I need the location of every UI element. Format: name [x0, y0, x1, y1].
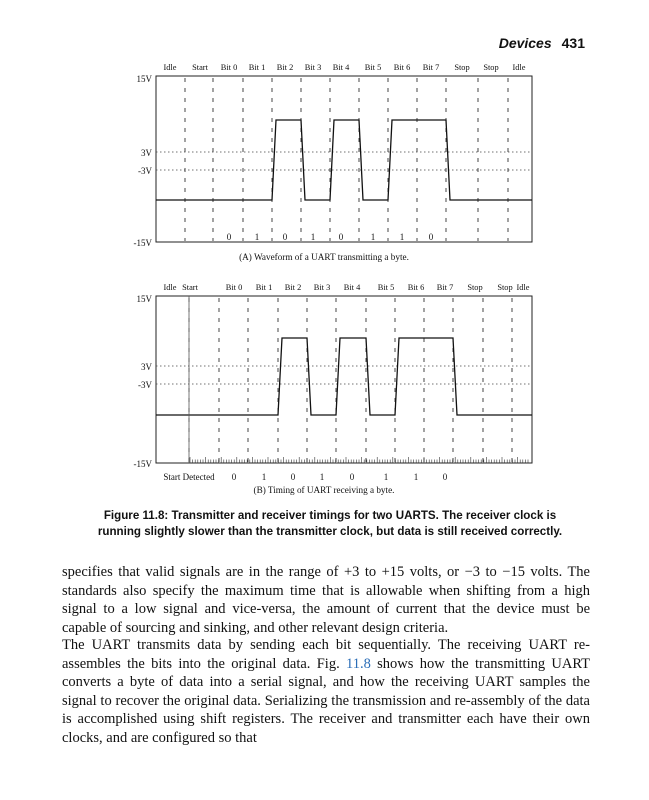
paragraph-2-start: The UART transmits data by sending each bit sequentially. The receiving UART re-assembles the bits into the original data. Fig.	[62, 637, 590, 672]
bit-label: Bit 4	[332, 63, 350, 72]
bit-value: 0	[282, 232, 288, 242]
figure-caption: Figure 11.8: Transmitter and receiver timings for two UARTS. The receiver clock is running slightly slower than the transmitter clock, but data is still received correctly.	[97, 509, 563, 538]
bit-label: Bit 0	[225, 283, 243, 292]
bit-label: Bit 3	[313, 283, 331, 292]
voltage-label: 3V	[141, 148, 152, 158]
bit-label: Bit 0	[220, 63, 238, 72]
bit-value: 0	[442, 472, 448, 482]
plot-frame	[156, 76, 532, 242]
start-detected-label: Start Detected	[163, 472, 215, 482]
signal-waveform	[156, 338, 532, 415]
bit-value: 0	[349, 472, 355, 482]
bit-label: Idle	[512, 63, 526, 72]
page-number: 431	[561, 35, 585, 51]
bit-label: Bit 2	[276, 63, 294, 72]
bit-label: Stop	[467, 283, 483, 292]
voltage-label: -3V	[138, 166, 152, 176]
plot-frame	[156, 296, 532, 463]
bit-value: 1	[310, 232, 316, 242]
signal-waveform	[156, 120, 532, 200]
bit-label: Bit 6	[407, 283, 425, 292]
voltage-label: 15V	[136, 74, 152, 84]
bit-label: Idle	[163, 283, 177, 292]
bit-value: 1	[261, 472, 267, 482]
bit-value: 0	[290, 472, 296, 482]
section-title: Devices	[498, 35, 552, 51]
figure-link[interactable]: 11.8	[346, 655, 371, 672]
bit-value: 0	[231, 472, 237, 482]
figure-subcaption: (A) Waveform of a UART transmitting a byte.	[239, 252, 409, 262]
bit-value: 0	[338, 232, 344, 242]
uart-receive-timing	[0, 270, 649, 505]
voltage-label: -15V	[133, 238, 152, 248]
uart-transmit-waveform	[0, 30, 649, 275]
bit-value: 1	[370, 232, 376, 242]
bit-label: Stop	[454, 63, 470, 72]
bit-label: Start	[192, 63, 208, 72]
bit-label: Idle	[516, 283, 530, 292]
bit-label: Bit 3	[304, 63, 322, 72]
bit-label: Idle	[163, 63, 177, 72]
bit-label: Bit 2	[284, 283, 302, 292]
bit-label: Start	[182, 283, 198, 292]
bit-label: Bit 7	[436, 283, 454, 292]
bit-label: Bit 4	[343, 283, 361, 292]
figure-subcaption: (B) Timing of UART receiving a byte.	[253, 485, 395, 495]
voltage-label: 3V	[141, 362, 152, 372]
bit-label: Bit 5	[364, 63, 382, 72]
bit-label: Bit 7	[422, 63, 440, 72]
bit-value: 1	[383, 472, 389, 482]
bit-value: 1	[254, 232, 260, 242]
bit-label: Bit 1	[248, 63, 266, 72]
voltage-label: -15V	[133, 459, 152, 469]
paragraph-2-end: shows how the transmitting UART converts a byte of data into a serial signal, and how the receiving UART samples the signal to recover the original data. Serializing the transmission and re-assembly of the data is accomplished using shift registers. The receiver and transmitter each have their own clocks, and are configured so that	[62, 655, 591, 746]
voltage-label: 15V	[136, 294, 152, 304]
bit-label: Bit 5	[377, 283, 395, 292]
voltage-label: -3V	[138, 380, 152, 390]
bit-value: 1	[413, 472, 419, 482]
bit-label: Stop	[483, 63, 499, 72]
bit-label: Stop	[497, 283, 513, 292]
paragraph-2	[62, 636, 590, 747]
bit-value: 0	[428, 232, 434, 242]
bit-value: 0	[226, 232, 232, 242]
paragraph-1: specifies that valid signals are in the range of +3 to +15 volts, or −3 to −15 volts. The standards also specify the maximum time that is allowable when shifting from a high signal to a low signal and vice-versa, the amount of current that the device must be capable of sourcing and sinking, and other relevant design criteria.	[62, 564, 590, 636]
bit-value: 1	[319, 472, 325, 482]
bit-label: Bit 6	[393, 63, 411, 72]
bit-label: Bit 1	[255, 283, 273, 292]
bit-value: 1	[399, 232, 405, 242]
